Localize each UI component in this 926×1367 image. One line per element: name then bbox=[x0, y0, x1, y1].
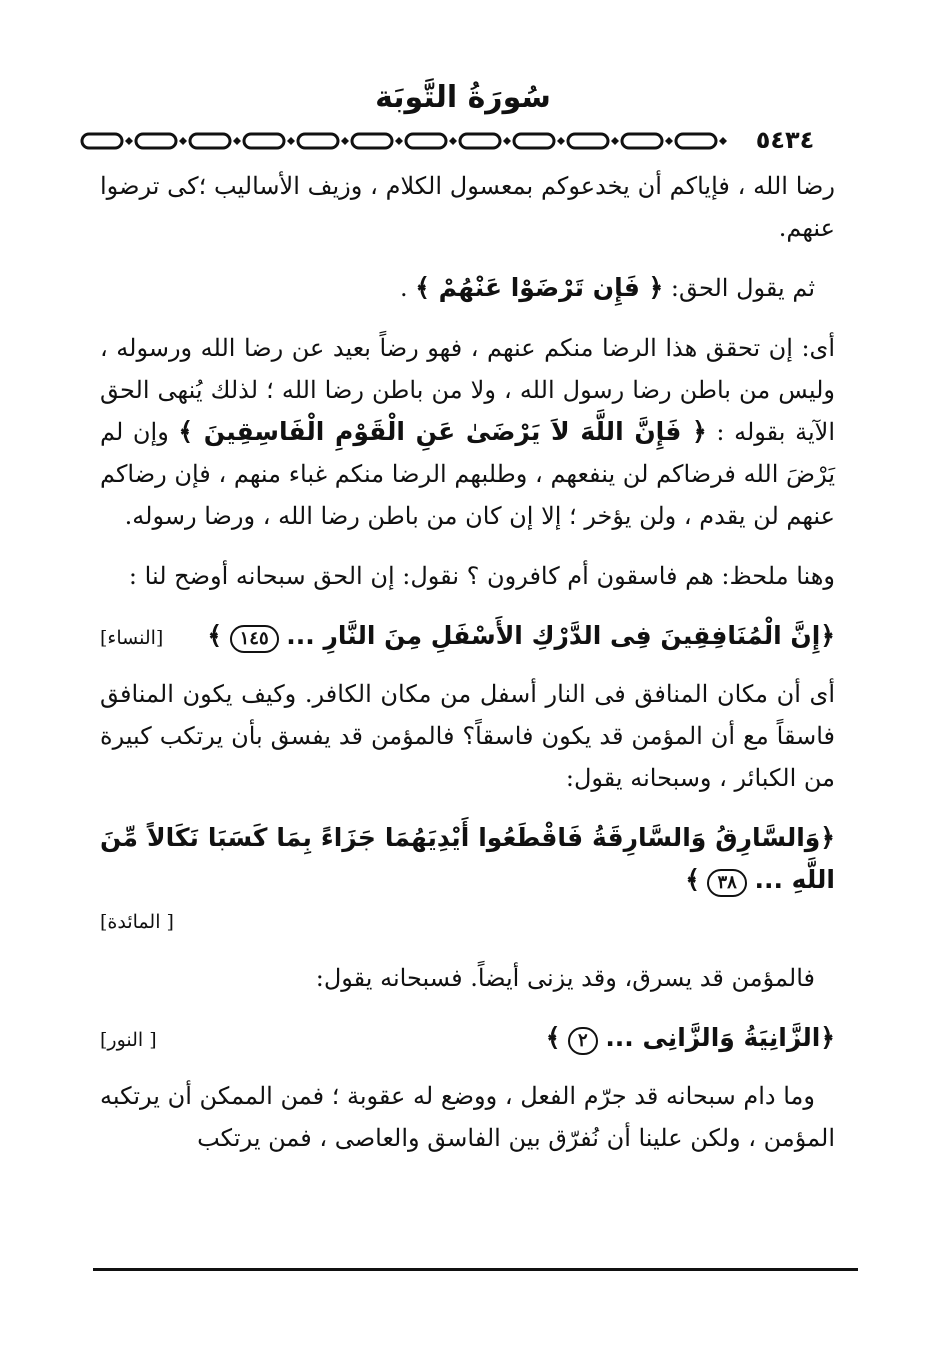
ornament-diamond bbox=[611, 137, 619, 145]
bottom-rule bbox=[93, 1268, 858, 1271]
ayah-number-2: ٣٨ bbox=[707, 869, 746, 897]
paragraph-2-end: . bbox=[400, 274, 408, 302]
verse-1-text: ﴿إِنَّ الْمُنَافِقِينَ فِى الدَّرْكِ الأَسْفَلِ مِنَ النَّارِ ... bbox=[286, 621, 835, 650]
ornament-link bbox=[298, 134, 338, 148]
ornament-diamond bbox=[665, 137, 673, 145]
ornament-link bbox=[244, 134, 284, 148]
surah-reference-3: [ النور] bbox=[100, 1029, 157, 1051]
ornament-link bbox=[568, 134, 608, 148]
paragraph-5: أى أن مكان المنافق فى النار أسفل من مكان الكافر. وكيف يكون المنافق فاسقاً مع أن المؤمن قد يكون فاسقاً؟ فالمؤمن قد يفسق بأن يرتكب كبيرة من الكبائر ، وسبحانه يقول: bbox=[100, 680, 835, 792]
inline-verse-1: ﴿ فَإِن تَرْضَوْا عَنْهُمْ ﴾ bbox=[415, 273, 664, 302]
verse-3-text: ﴿الزَّانِيَةُ وَالزَّانِى ... bbox=[605, 1023, 835, 1052]
ornament-link bbox=[190, 134, 230, 148]
ornament-link bbox=[136, 134, 176, 148]
ornament-link bbox=[82, 134, 122, 148]
page-number: ٥٤٣٤ bbox=[755, 126, 815, 154]
ayah-number-1: ١٤٥ bbox=[230, 625, 279, 653]
ornament-diamond bbox=[503, 137, 511, 145]
inline-verse-2: ﴿ فَإِنَّ اللَّهَ لاَ يَرْضَىٰ عَنِ الْقَوْمِ الْفَاسِقِينَ ﴾ bbox=[178, 417, 707, 446]
surah-title: سُورَةُ التَّوبَة bbox=[375, 80, 551, 115]
verse-3-close: ﴾ bbox=[545, 1023, 561, 1052]
verse-1 bbox=[207, 615, 835, 657]
paragraph-2 bbox=[100, 267, 835, 309]
ornament-diamond bbox=[557, 137, 565, 145]
ornament-link bbox=[622, 134, 662, 148]
verse-1-close: ﴾ bbox=[207, 621, 222, 650]
ornament-link bbox=[460, 134, 500, 148]
ornament-link bbox=[514, 134, 554, 148]
ornament-diamond bbox=[179, 137, 187, 145]
ornament-diamond bbox=[233, 137, 241, 145]
verse-2 bbox=[100, 817, 835, 901]
verse-2-close: ﴾ bbox=[685, 865, 700, 894]
paragraph-2-intro: ثم يقول الحق: bbox=[670, 274, 815, 302]
paragraph-4: وهنا ملحظ: هم فاسقون أم كافرون ؟ نقول: إن الحق سبحانه أوضح لنا : bbox=[128, 562, 835, 590]
paragraph-3 bbox=[100, 327, 835, 537]
ornament-diamond bbox=[395, 137, 403, 145]
verse-3 bbox=[546, 1017, 835, 1059]
ornament-diamond bbox=[719, 137, 727, 145]
ornament-diamond bbox=[341, 137, 349, 145]
ornament-link bbox=[406, 134, 446, 148]
verse-block-3 bbox=[100, 1017, 835, 1061]
paragraph-1: رضا الله ، فإياكم أن يخدعوكم بمعسول الكلام ، وزيف الأساليب ؛كى ترضوا عنهم. bbox=[100, 172, 835, 242]
surah-reference-2: [ المائدة] bbox=[100, 911, 174, 933]
paragraph-3-a: أى: إن تحقق هذا الرضا منكم عنهم ، فهو رضاً بعيد عن رضا الله ورسوله ، وليس من باطن رضا رسول الله ، ولا من باطن رضا الله ؛ لذلك يُنهى الحق الآية بقوله : bbox=[100, 334, 836, 446]
verse-2-text: ﴿وَالسَّارِقُ وَالسَّارِقَةُ فَاقْطَعُوا أَيْدِيَهُمَا جَزَاءً بِمَا كَسَبَا نَكَالاً مِّنَ اللَّهِ ... bbox=[100, 823, 835, 894]
verse-block-1 bbox=[100, 615, 835, 659]
page-content bbox=[100, 165, 835, 1177]
ornament-link bbox=[676, 134, 716, 148]
surah-reference-1: [النساء] bbox=[100, 627, 164, 649]
ornament-diamond bbox=[125, 137, 133, 145]
paragraph-6: فالمؤمن قد يسرق، وقد يزنى أيضاً. فسبحانه يقول: bbox=[315, 964, 815, 992]
ornament-bar bbox=[78, 130, 728, 152]
verse-block-2 bbox=[100, 817, 835, 943]
paragraph-3-b: وإن لم يَرْضَ الله فرضاكم لن ينفعهم ، وطلبهم الرضا منكم غباء منهم ، فإن رضاكم عنهم لن يقدم ، ولن يؤخر ؛ إلا إن كان من باطن رضا الله ، ورضا رسوله. bbox=[100, 418, 835, 530]
ornament-diamond bbox=[449, 137, 457, 145]
ayah-number-3: ٢ bbox=[568, 1027, 598, 1055]
paragraph-7: وما دام سبحانه قد جرّم الفعل ، ووضع له عقوبة ؛ فمن الممكن أن يرتكبه المؤمن ، ولكن علينا أن نُفرّق بين الفاسق والعاصى ، فمن يرتكب bbox=[100, 1082, 835, 1152]
ornament-link bbox=[352, 134, 392, 148]
ornament-diamond bbox=[287, 137, 295, 145]
